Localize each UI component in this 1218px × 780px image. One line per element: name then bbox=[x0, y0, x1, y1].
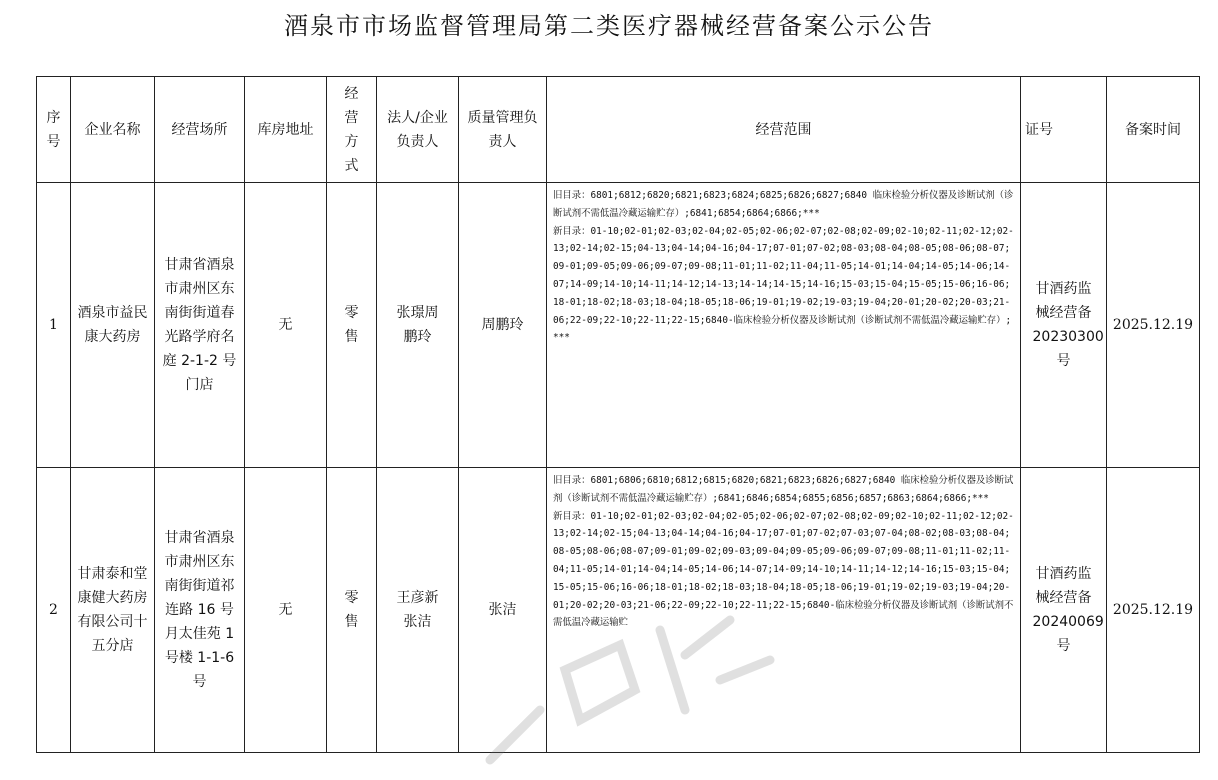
row-scope bbox=[547, 183, 1021, 468]
row-cert: 甘酒药监械经营备20230300号 bbox=[1021, 183, 1107, 468]
row-company: 甘肃泰和堂康健大药房有限公司十五分店 bbox=[71, 468, 155, 753]
row-legal: 王彦新张洁 bbox=[377, 468, 459, 753]
row-warehouse: 无 bbox=[245, 183, 327, 468]
row-mode: 零售 bbox=[327, 468, 377, 753]
page-title: 酒泉市市场监督管理局第二类医疗器械经营备案公示公告 bbox=[284, 12, 934, 40]
filing-table bbox=[36, 76, 1200, 753]
row-no: 2 bbox=[37, 468, 71, 753]
table-row bbox=[37, 183, 1200, 468]
row-date: 2025.12.19 bbox=[1107, 183, 1200, 468]
row-quality: 周鹏玲 bbox=[459, 183, 547, 468]
row-date: 2025.12.19 bbox=[1107, 468, 1200, 753]
row-scope bbox=[547, 468, 1021, 753]
table-header-row bbox=[37, 77, 1200, 183]
row-legal: 张璟周鹏玲 bbox=[377, 183, 459, 468]
header-mode: 经营方式 bbox=[327, 77, 377, 183]
scope-new-catalog: 新目录：01-10;02-01;02-03;02-04;02-05;02-06;02-07;02-08;02-09;02-10;02-11;02-12;02-13;02-14;02-15;04-13;04-14;04-16;04-17;07-01;07-02;08-03;08-04;08-05;08-06;08-07;09-01;09-05;09-06;09-07;09-08;11-01;11-02;11-04;11-05;14-01;14-04;14-05;14-06;14-07;14-09;14-10;14-11;14-12;14-13;14-14;14-15;14-16;15-03;15-04;15-05;15-06;16-06;18-01;18-02;18-03;18-04;18-05;18-06;19-01;19-02;19-03;19-04;20-01;20-02;20-03;21-06;22-09;22-10;22-11;22-15;6840-临床检验分析仪器及诊断试剂（诊断试剂不需低温冷藏运输贮存）;*** bbox=[553, 225, 1014, 344]
table-row bbox=[37, 468, 1200, 753]
row-warehouse: 无 bbox=[245, 468, 327, 753]
scope-old-catalog: 旧目录：6801;6812;6820;6821;6823;6824;6825;6826;6827;6840 临床检验分析仪器及诊断试剂（诊断试剂不需低温冷藏运输贮存）;6841;6854;6864;6866;*** bbox=[553, 190, 1014, 219]
header-cert: 证号 bbox=[1021, 77, 1107, 183]
header-quality: 质量管理负责人 bbox=[459, 77, 547, 183]
scope-old-catalog: 旧目录：6801;6806;6810;6812;6815;6820;6821;6823;6826;6827;6840 临床检验分析仪器及诊断试剂（诊断试剂不需低温冷藏运输贮存）;6841;6846;6854;6855;6856;6857;6863;6864;6866;*** bbox=[553, 475, 1014, 504]
row-quality: 张洁 bbox=[459, 468, 547, 753]
header-date: 备案时间 bbox=[1107, 77, 1200, 183]
row-mode: 零售 bbox=[327, 183, 377, 468]
header-company: 企业名称 bbox=[71, 77, 155, 183]
header-no: 序号 bbox=[37, 77, 71, 183]
row-premises: 甘肃省酒泉市肃州区东南街街道祁连路 16 号月太佳苑 1 号楼 1-1-6 号 bbox=[155, 468, 245, 753]
header-legal: 法人/企业负责人 bbox=[377, 77, 459, 183]
row-cert: 甘酒药监械经营备20240069号 bbox=[1021, 468, 1107, 753]
scope-new-catalog: 新目录：01-10;02-01;02-03;02-04;02-05;02-06;02-07;02-08;02-09;02-10;02-11;02-12;02-13;02-14;02-15;04-13;04-14;04-16;04-17;07-01;07-02;07-03;07-04;08-02;08-03;08-04;08-05;08-06;08-07;09-01;09-02;09-03;09-04;09-05;09-06;09-07;09-08;11-01;11-02;11-04;11-05;14-01;14-04;14-05;14-06;14-07;14-09;14-10;14-11;14-12;14-16;15-03;15-04;15-05;15-06;16-06;18-01;18-02;18-03;18-04;18-05;18-06;19-01;19-02;19-03;19-04;20-01;20-02;20-03;21-06;22-09;22-10;22-11;22-15;6840-临床检验分析仪器及诊断试剂（诊断试剂不需低温冷藏运输贮 bbox=[553, 510, 1014, 629]
row-company: 酒泉市益民康大药房 bbox=[71, 183, 155, 468]
header-premises: 经营场所 bbox=[155, 77, 245, 183]
row-no: 1 bbox=[37, 183, 71, 468]
header-scope: 经营范围 bbox=[547, 77, 1021, 183]
row-premises: 甘肃省酒泉市肃州区东南街街道春光路学府名庭 2-1-2 号门店 bbox=[155, 183, 245, 468]
header-warehouse: 库房地址 bbox=[245, 77, 327, 183]
